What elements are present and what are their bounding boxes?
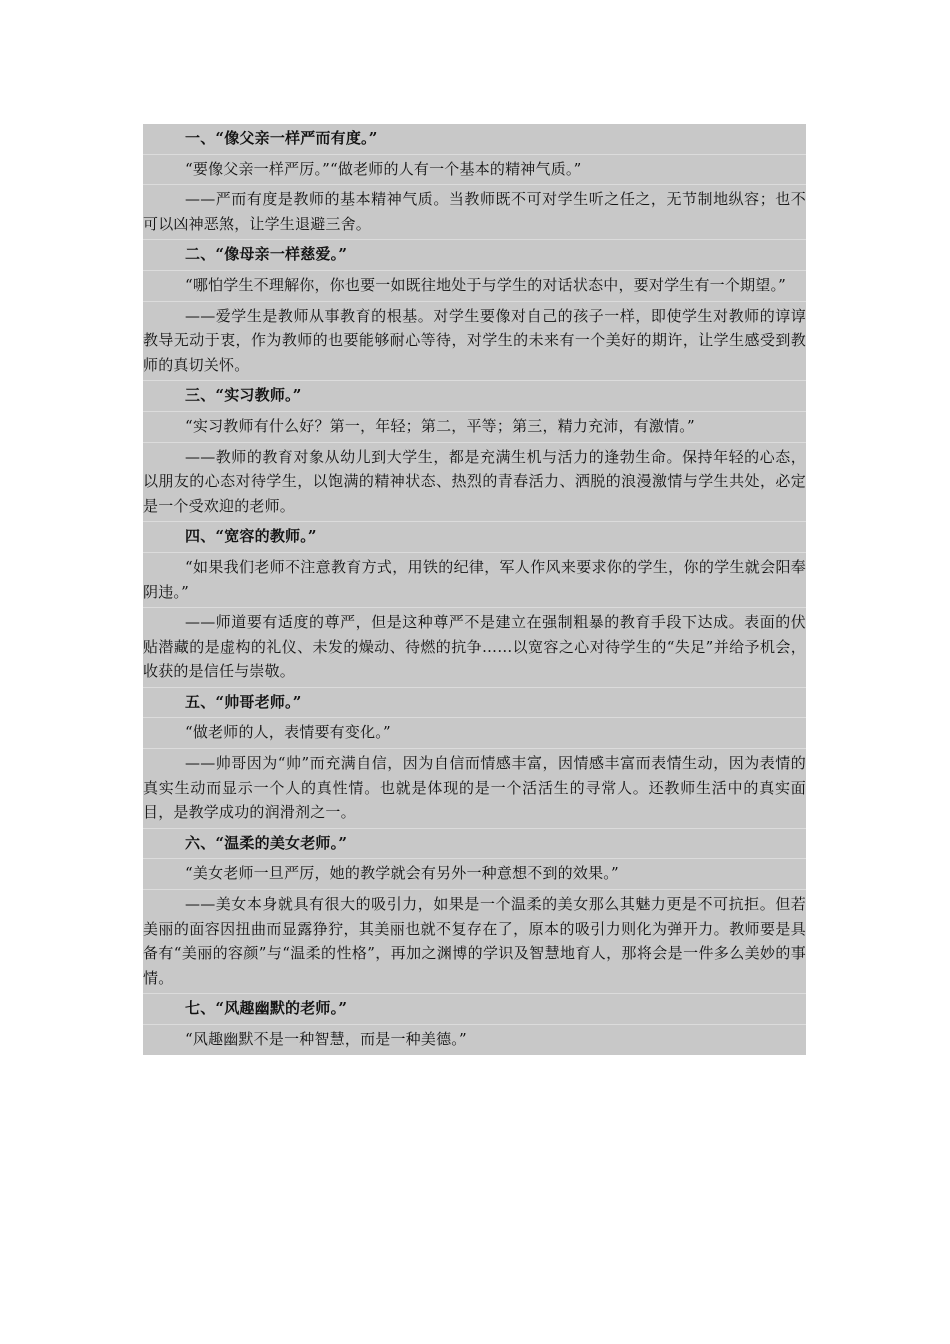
section-quote: “做老师的人，表情要有变化。” xyxy=(143,718,806,749)
section-comment: ——爱学生是教师从事教育的根基。对学生要像对自己的孩子一样，即使学生对教师的谆谆教导无动于衷，作为教师的也要能够耐心等待，对学生的未来有一个美好的期许，让学生感受到教师的真切关怀。 xyxy=(143,302,806,382)
section-quote: “要像父亲一样严厉。”“做老师的人有一个基本的精神气质。” xyxy=(143,155,806,186)
section-heading: 一、“像父亲一样严而有度。” xyxy=(143,124,806,155)
section-heading: 三、“实习教师。” xyxy=(143,381,806,412)
section-quote: “美女老师一旦严厉，她的教学就会有另外一种意想不到的效果。” xyxy=(143,859,806,890)
section-heading: 二、“像母亲一样慈爱。” xyxy=(143,240,806,271)
section-quote: “风趣幽默不是一种智慧，而是一种美德。” xyxy=(185,1030,467,1048)
section-heading: 五、“帅哥老师。” xyxy=(143,688,806,719)
section-quote: “哪怕学生不理解你，你也要一如既往地处于与学生的对话状态中，要对学生有一个期望。” xyxy=(143,271,806,302)
section-comment: ——教师的教育对象从幼儿到大学生，都是充满生机与活力的逢勃生命。保持年轻的心态，以朋友的心态对待学生，以饱满的精神状态、热烈的青春活力、洒脱的浪漫激情与学生共处，必定是一个受欢迎的老师。 xyxy=(143,443,806,523)
section-comment: ——师道要有适度的尊严，但是这种尊严不是建立在强制粗暴的教育手段下达成。表面的伏贴潜藏的是虚构的礼仪、未发的燥动、待燃的抗争……以宽容之心对待学生的“失足”并给予机会，收获的是信任与崇敬。 xyxy=(143,608,806,688)
section-heading: 六、“温柔的美女老师。” xyxy=(143,829,806,860)
section-comment: ——帅哥因为“帅”而充满自信，因为自信而情感丰富，因情感丰富而表情生动，因为表情的真实生动而显示一个人的真性情。也就是体现的是一个活活生的寻常人。还教师生活中的真实面目，是教学成功的润滑剂之一。 xyxy=(143,749,806,829)
section-comment: ——严而有度是教师的基本精神气质。当教师既不可对学生听之任之，无节制地纵容；也不可以凶神恶煞，让学生退避三舍。 xyxy=(143,185,806,240)
section-quote: “实习教师有什么好？第一，年轻；第二，平等；第三，精力充沛，有激情。” xyxy=(143,412,806,443)
document-body xyxy=(143,124,806,1055)
section-heading: 七、“风趣幽默的老师。” xyxy=(143,994,806,1025)
section-quote: “如果我们老师不注意教育方式，用铁的纪律，军人作风来要求你的学生，你的学生就会阳奉阴违。” xyxy=(143,553,806,608)
section-heading: 四、“宽容的教师。” xyxy=(143,522,806,553)
section-comment: ——美女本身就具有很大的吸引力，如果是一个温柔的美女那么其魅力更是不可抗拒。但若美丽的面容因扭曲而显露狰狞，其美丽也就不复存在了，原本的吸引力则化为弹开力。教师要是具备有“美丽的容颜”与“温柔的性格”，再加之渊博的学识及智慧地育人，那将会是一件多么美妙的事情。 xyxy=(143,890,806,994)
